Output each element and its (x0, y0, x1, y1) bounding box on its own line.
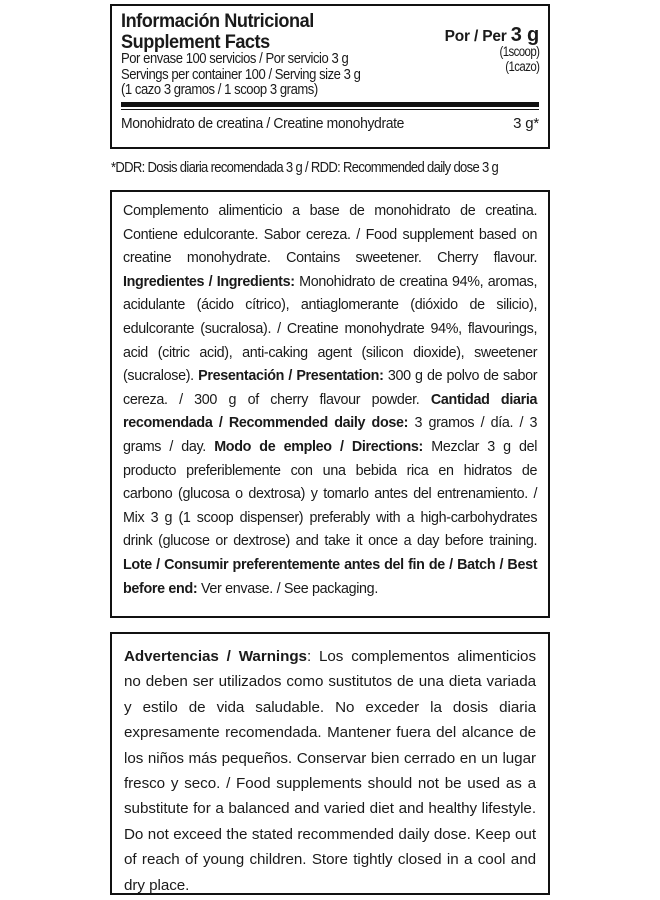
panel-title-english: Supplement Facts (121, 30, 270, 53)
directions-value: Mezclar 3 g del producto preferiblemente con una bebida rica en hidratos de carbono (glucosa o dextrosa) y tomarlo antes del entrenamiento. / Mix 3 g (1 scoop dispenser) preferably with a high-carbohydrates drink (glucose or dextrose) and take it once a day before training. (123, 437, 538, 550)
facts-header (121, 11, 539, 99)
supplement-label (110, 0, 550, 900)
serving-size-note: (1 cazo 3 gramos / 1 scoop 3 grams) (121, 82, 318, 98)
per-serving-amount: 3 g (510, 24, 539, 46)
presentation-label: Presentación / Presentation: (198, 367, 384, 385)
ingredients-value: Monohidrato de creatina 94%, aromas, acidulante (ácido cítrico), antiaglomerante (dióxido de silicio), edulcorante (sucralosa). / Creatine monohydrate 94%, flavourings, acid (citric acid), anti-caking agent (silicon dioxide), sweetener (sucralose). (123, 272, 538, 385)
recommended-dose-label: Cantidad diaria recomendada / Recommended daily dose: (123, 390, 538, 432)
facts-header-right (439, 11, 539, 74)
directions-label: Modo de empleo / Directions: (214, 437, 424, 455)
nutrition-facts-panel (110, 4, 550, 149)
recommended-dose-value: 3 gramos / día. / 3 grams / day. (123, 414, 538, 455)
description-panel (110, 190, 550, 618)
daily-dose-footnote: *DDR: Dosis diaria recomendada 3 g / RDD: Recommended daily dose 3 g (111, 160, 499, 176)
warnings-panel (110, 632, 550, 895)
nutrient-amount: 3 g* (513, 114, 539, 132)
per-serving-label: Por / Per (444, 28, 511, 45)
servings-per-container-spanish: Por envase 100 servicios / Por servicio 3 g (121, 51, 349, 67)
nutrient-row-creatine (121, 109, 539, 133)
nutrient-name: Monohidrato de creatina / Creatine monohydrate (121, 114, 404, 132)
warnings-text (124, 644, 536, 898)
description-text (123, 199, 537, 600)
per-serving-heading (444, 24, 539, 46)
warnings-value: : Los complementos alimenticios no deben ser utilizados como sustitutos de una dieta variada y estilo de vida saludable. No exceder la dosis diaria expresamente recomendada. Mantener fuera del alcance de los niños más pequeños. Conservar bien cerrado en un lugar fresco y seco. / Food supplements should not be used as a substitute for a balanced and varied diet and healthy lifestyle. Do not exceed the stated recommended daily dose. Keep out of reach of young children. Store tightly closed in a cool and dry place. (124, 648, 537, 894)
servings-per-container-english: Servings per container 100 / Serving size 3 g (121, 66, 361, 83)
warnings-label: Advertencias / Warnings (124, 648, 307, 665)
panel-title-spanish: Información Nutricional (121, 10, 314, 32)
presentation-value: 300 g de polvo de sabor cereza. / 300 g of cherry flavour powder. (123, 367, 538, 408)
description-intro: Complemento alimenticio a base de monohidrato de creatina. Contiene edulcorante. Sabor cereza. / Food supplement based on creatine monohydrate. Contains sweetener. Cherry flavour. (123, 202, 538, 267)
batch-value: Ver envase. / See packaging. (197, 579, 378, 597)
facts-header-left (121, 11, 439, 99)
ingredients-label: Ingredientes / Ingredients: (123, 272, 295, 290)
facts-thick-divider (121, 102, 539, 107)
batch-label: Lote / Consumir preferentemente antes del fin de / Batch / Best before end: (123, 555, 538, 597)
per-serving-unit-spanish: (1cazo) (504, 58, 539, 74)
per-serving-unit-english: (1scoop) (499, 44, 539, 59)
